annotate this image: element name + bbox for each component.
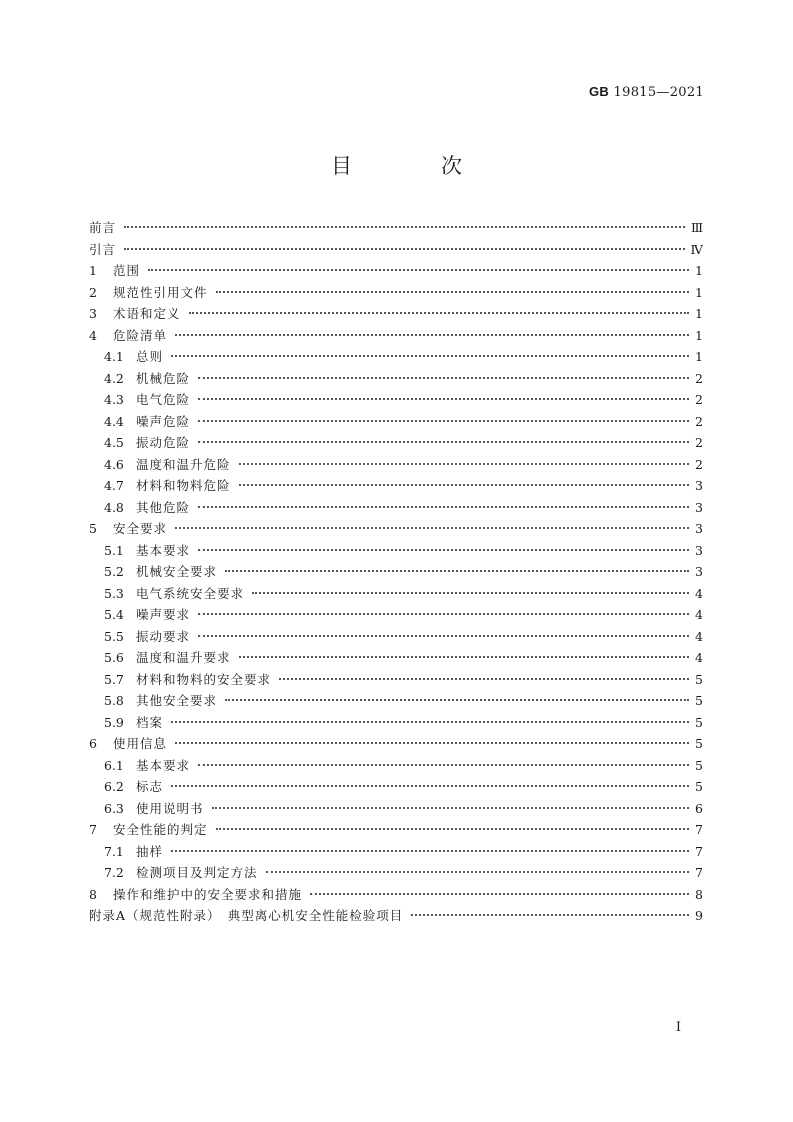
toc-entry-number: 4.3 <box>104 392 124 407</box>
toc-entry-page: 4 <box>695 585 703 601</box>
toc-entry-page: 7 <box>695 865 703 880</box>
toc-entry-page: 4 <box>695 650 703 665</box>
toc-leader-dots <box>266 857 689 873</box>
page-title: 目 次 <box>331 154 496 178</box>
toc-leader-dots <box>310 879 689 895</box>
toc-leader-dots <box>198 535 689 551</box>
toc-entry-label: 电气系统安全要求 <box>136 585 245 601</box>
toc-entry-page: 2 <box>695 413 703 429</box>
table-of-contents <box>89 216 703 926</box>
toc-leader-dots <box>216 814 689 830</box>
toc-leader-dots <box>198 363 689 379</box>
toc-entry-label: 危险清单 <box>113 327 168 343</box>
toc-leader-dots <box>279 664 689 680</box>
toc-leader-dots <box>239 642 689 658</box>
toc-entry-number: 4.4 <box>104 413 124 429</box>
toc-entry-label: 档案 <box>136 714 164 730</box>
toc-entry-page: 5 <box>695 671 703 687</box>
toc-leader-dots <box>171 836 689 852</box>
toc-entry-page: 3 <box>695 542 703 558</box>
toc-entry-page: 8 <box>695 886 703 902</box>
toc-entry-page: 1 <box>695 349 703 364</box>
toc-entry-label: 温度和温升危险 <box>136 456 231 472</box>
toc-leader-dots <box>216 277 689 293</box>
toc-entry-number: 6.2 <box>104 779 124 794</box>
toc-entry-label: 基本要求 <box>136 542 191 558</box>
toc-entry-number: 5.7 <box>104 671 124 687</box>
toc-leader-dots <box>148 255 689 271</box>
toc-entry-number: 5.5 <box>104 628 124 644</box>
toc-leader-dots <box>198 427 689 443</box>
toc-leader-dots <box>124 212 685 228</box>
toc-entry-number: 3 <box>89 306 97 321</box>
toc-leader-dots <box>189 298 689 314</box>
toc-entry-number: 5.1 <box>104 542 124 558</box>
toc-entry-page: 5 <box>695 757 703 773</box>
toc-entry-number: 6 <box>89 736 97 751</box>
toc-entry-page: 5 <box>695 714 703 730</box>
toc-entry-label: 范围 <box>113 263 141 278</box>
toc-entry-label: 操作和维护中的安全要求和措施 <box>113 886 303 902</box>
toc-entry-label: 总则 <box>136 349 164 364</box>
toc-entry-number: 6.3 <box>104 800 124 816</box>
toc-entry-number: 1 <box>89 263 97 278</box>
toc-entry-page: 5 <box>695 693 703 708</box>
toc-entry-label: 规范性引用文件 <box>113 284 208 300</box>
toc-leader-dots <box>198 492 689 508</box>
toc-entry-label: 引言 <box>89 241 117 257</box>
toc-entry-page: 7 <box>695 822 703 837</box>
toc-entry-label: 电气危险 <box>136 392 191 407</box>
toc-leader-dots <box>171 341 689 357</box>
toc-entry-label: 振动要求 <box>136 628 191 644</box>
toc-entry-number: 7.1 <box>104 843 124 859</box>
toc-leader-dots <box>124 234 684 250</box>
toc-entry-page: 2 <box>695 435 703 450</box>
toc-entry-page: 1 <box>695 263 703 278</box>
toc-entry-label: 其他安全要求 <box>136 693 218 708</box>
toc-entry-page: 3 <box>695 478 703 493</box>
toc-leader-dots <box>171 771 689 787</box>
toc-entry-page: 4 <box>695 628 703 644</box>
toc-entry-label: 使用说明书 <box>136 800 204 816</box>
toc-entry-number: 5.6 <box>104 650 124 665</box>
toc-entry-label: 基本要求 <box>136 757 191 773</box>
toc-entry-label: 安全性能的判定 <box>113 822 208 837</box>
toc-entry-label: 检测项目及判定方法 <box>136 865 258 880</box>
toc-leader-dots <box>239 449 689 465</box>
toc-entry-number: 4.6 <box>104 456 124 472</box>
toc-entry-page: 5 <box>695 736 703 751</box>
toc-entry-number: 4.1 <box>104 349 124 364</box>
toc-leader-dots <box>198 750 689 766</box>
toc-entry-page: Ⅲ <box>690 220 703 235</box>
toc-entry-page: 3 <box>695 521 703 536</box>
toc-entry-label: 噪声要求 <box>136 607 191 622</box>
toc-leader-dots <box>198 384 689 400</box>
standard-prefix: GB <box>589 84 610 99</box>
toc-leader-dots <box>212 793 689 809</box>
toc-entry-label: 材料和物料危险 <box>136 478 231 493</box>
toc-entry-page: 2 <box>695 370 703 386</box>
toc-entry-page: 1 <box>695 327 703 343</box>
toc-entry-page: 4 <box>695 607 703 622</box>
toc-entry-number: 4.8 <box>104 499 124 515</box>
toc-entry-number: 6.1 <box>104 757 124 773</box>
toc-leader-dots <box>252 578 689 594</box>
toc-entry-label: 标志 <box>136 779 164 794</box>
toc-entry-label: 安全要求 <box>113 521 168 536</box>
toc-leader-dots <box>198 621 689 637</box>
standard-number: 19815—2021 <box>613 85 704 100</box>
toc-entry-page: Ⅳ <box>690 241 703 257</box>
toc-entry-number: 5.8 <box>104 693 124 708</box>
toc-entry-label: 术语和定义 <box>113 306 181 321</box>
toc-entry-number: 4 <box>89 327 97 343</box>
toc-entry-page: 5 <box>695 779 703 794</box>
toc-leader-dots <box>175 513 689 529</box>
toc-entry-page: 3 <box>695 564 703 579</box>
toc-entry-label: 抽样 <box>136 843 164 859</box>
toc-entry-page: 2 <box>695 456 703 472</box>
toc-leader-dots <box>225 685 689 701</box>
toc-leader-dots <box>239 470 689 486</box>
toc-entry-page: 7 <box>695 843 703 859</box>
toc-entry-number: 4.2 <box>104 370 124 386</box>
toc-leader-dots <box>411 900 689 916</box>
toc-entry-label: 振动危险 <box>136 435 191 450</box>
toc-entry-number: 4.5 <box>104 435 124 450</box>
toc-leader-dots <box>198 406 689 422</box>
toc-leader-dots <box>175 320 689 336</box>
toc-entry-number: 5.4 <box>104 607 124 622</box>
toc-entry-page: 6 <box>695 800 703 816</box>
toc-entry-label: 附录A（规范性附录） 典型离心机安全性能检验项目 <box>89 908 404 923</box>
toc-entry-page: 2 <box>695 392 703 407</box>
toc-entry-label: 使用信息 <box>113 736 168 751</box>
toc-entry-label: 前言 <box>89 220 117 235</box>
toc-entry-label: 其他危险 <box>136 499 191 515</box>
toc-leader-dots <box>175 728 689 744</box>
toc-entry-label: 噪声危险 <box>136 413 191 429</box>
toc-leader-dots <box>198 599 689 615</box>
standard-code <box>589 84 704 100</box>
toc-entry-label: 机械危险 <box>136 370 191 386</box>
toc-entry-number: 5.9 <box>104 714 124 730</box>
toc-entry-page: 1 <box>695 306 703 321</box>
toc-entry-number: 5.2 <box>104 564 124 579</box>
toc-entry[interactable] <box>89 904 703 926</box>
toc-entry-label: 机械安全要求 <box>136 564 218 579</box>
toc-leader-dots <box>225 556 689 572</box>
toc-entry-number: 8 <box>89 886 97 902</box>
toc-entry-number: 7.2 <box>104 865 124 880</box>
page-number: Ⅰ <box>675 1020 681 1035</box>
toc-entry-number: 2 <box>89 284 97 300</box>
toc-entry-number: 5.3 <box>104 585 124 601</box>
toc-entry-label: 温度和温升要求 <box>136 650 231 665</box>
toc-leader-dots <box>171 707 689 723</box>
toc-entry-number: 5 <box>89 521 97 536</box>
toc-entry-label: 材料和物料的安全要求 <box>136 671 272 687</box>
toc-entry-number: 7 <box>89 822 97 837</box>
toc-entry-number: 4.7 <box>104 478 124 493</box>
toc-entry-page: 1 <box>695 284 703 300</box>
toc-entry-page: 3 <box>695 499 703 515</box>
toc-entry-page: 9 <box>695 908 703 923</box>
